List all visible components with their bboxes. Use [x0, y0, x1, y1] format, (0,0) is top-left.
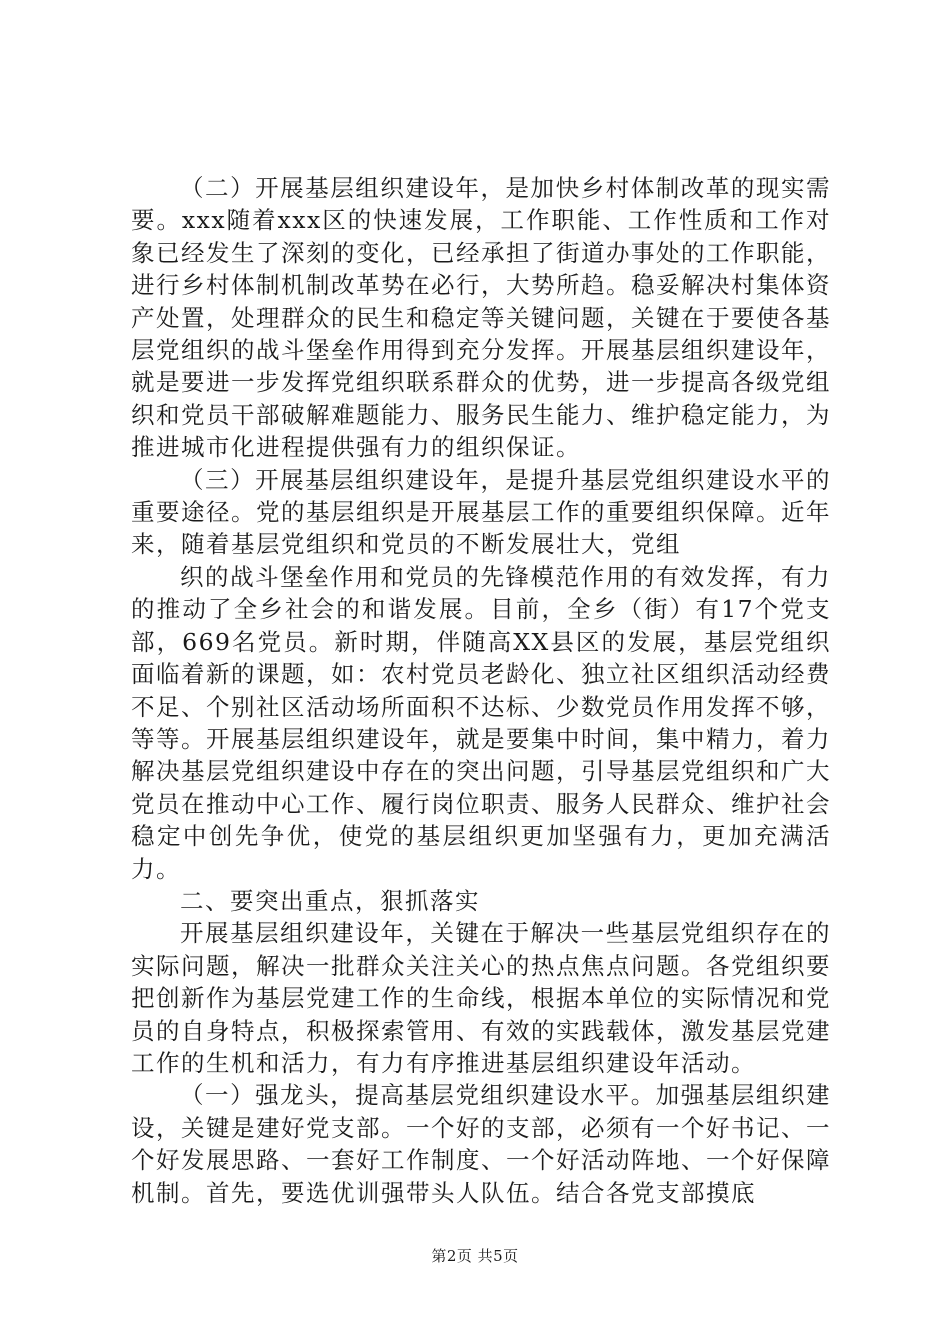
- paragraph-subsection-1: （一）强龙头，提高基层党组织建设水平。加强基层组织建设，关键是建好党支部。一个好的支部，必须有一个好书记、一个好发展思路、一套好工作制度、一个好活动阵地、一个好保障机制。首先，要选优训强带头人队伍。结合各党支部摸底: [131, 1081, 831, 1207]
- paragraph-key-points-intro: 开展基层组织建设年，关键在于解决一些基层党组织存在的实际问题，解决一批群众关注关心的热点焦点问题。各党组织要把创新作为基层党建工作的生命线，根据本单位的实际情况和党员的自身特点，积极探索管用、有效的实践载体，激发基层党建工作的生机和活力，有力有序推进基层组织建设年活动。: [131, 919, 831, 1077]
- document-body: [131, 172, 831, 1209]
- page-number-footer: 第2页 共5页: [431, 1247, 519, 1265]
- heading-key-points: 二、要突出重点，狠抓落实: [180, 886, 480, 915]
- paragraph-section-2: （二）开展基层组织建设年，是加快乡村体制改革的现实需要。xxx随着xxx区的快速发展，工作职能、工作性质和工作对象已经发生了深刻的变化，已经承担了街道办事处的工作职能，进行乡村体制机制改革势在必行，大势所趋。稳妥解决村集体资产处置，处理群众的民生和稳定等关键问题，关键在于要使各基层党组织的战斗堡垒作用得到充分发挥。开展基层组织建设年，就是要进一步发挥党组织联系群众的优势，进一步提高各级党组织和党员干部破解难题能力、服务民生能力、维护稳定能力，为推进城市化进程提供强有力的组织保证。: [131, 174, 831, 462]
- paragraph-section-3: （三）开展基层组织建设年，是提升基层党组织建设水平的重要途径。党的基层组织是开展基层工作的重要组织保障。近年来，随着基层党组织和党员的不断发展壮大，党组: [131, 465, 831, 559]
- paragraph-section-3-continued: 织的战斗堡垒作用和党员的先锋模范作用的有效发挥，有力的推动了全乡社会的和谐发展。目前，全乡（街）有17个党支部，669名党员。新时期，伴随高XX县区的发展，基层党组织面临着新的课题，如：农村党员老龄化、独立社区组织活动经费不足、个别社区活动场所面积不达标、少数党员作用发挥不够，等等。开展基层组织建设年，就是要集中时间，集中精力，着力解决基层党组织建设中存在的突出问题，引导基层党组织和广大党员在推动中心工作、履行岗位职责、服务人民群众、维护社会稳定中创先争优，使党的基层组织更加坚强有力，更加充满活力。: [131, 562, 831, 883]
